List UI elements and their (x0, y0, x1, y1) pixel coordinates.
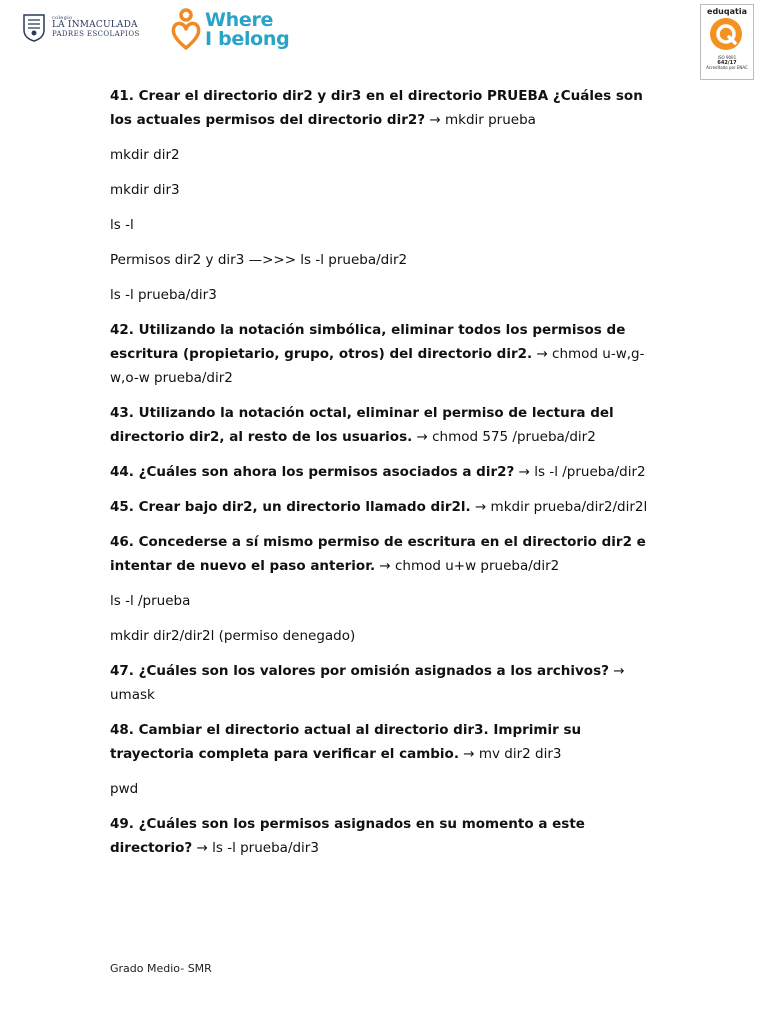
page-footer: Grado Medio- SMR (110, 962, 212, 975)
answer-text: pwd (110, 781, 139, 797)
answer-text: mkdir dir3 (110, 182, 180, 198)
school-logo (22, 12, 140, 42)
paragraph (110, 460, 658, 484)
paragraph (110, 718, 658, 766)
paragraph (110, 178, 658, 202)
paragraph (110, 589, 658, 613)
answer-text: → chmod 575 /prueba/dir2 (412, 429, 596, 445)
question-text: 48. Cambiar el directorio actual al directorio dir3. Imprimir su trayectoria completa para verificar el cambio. (110, 722, 582, 762)
answer-text: mkdir dir2/dir2l (permiso denegado) (110, 628, 356, 644)
paragraph (110, 812, 658, 860)
heart-person-icon (170, 8, 202, 52)
cert-title: eduqatia (707, 7, 747, 16)
paragraph (110, 248, 658, 272)
answer-text: → ls -l prueba/dir3 (192, 840, 319, 856)
eduqatia-certification-badge (700, 4, 754, 80)
cert-iso: ISO 9001 (717, 55, 737, 60)
question-text: 41. Crear el directorio dir2 y dir3 en el directorio PRUEBA ¿Cuáles son los actuales permisos del directorio dir2? (110, 88, 643, 128)
answer-text: → mkdir prueba (425, 112, 536, 128)
paragraph (110, 624, 658, 648)
paragraph (110, 318, 658, 390)
brand-line-2: I belong (205, 28, 290, 50)
answer-text: mkdir dir2 (110, 147, 180, 163)
paragraph (110, 495, 658, 519)
answer-text: ls -l (110, 217, 134, 233)
question-text: 47. ¿Cuáles son los valores por omisión asignados a los archivos? (110, 663, 609, 679)
paragraph (110, 777, 658, 801)
question-text: 42. Utilizando la notación simbólica, eliminar todos los permisos de escritura (propietario, grupo, otros) del directorio dir2. (110, 322, 626, 362)
answer-text: Permisos dir2 y dir3 —>>> ls -l prueba/dir2 (110, 252, 408, 268)
paragraph (110, 143, 658, 167)
cert-number: 642/17 (717, 60, 737, 67)
quality-q-icon (701, 16, 751, 52)
answer-text: → chmod u+w prueba/dir2 (375, 558, 560, 574)
question-text: 43. Utilizando la notación octal, eliminar el permiso de lectura del directorio dir2, al resto de los usuarios. (110, 405, 614, 445)
paragraph (110, 401, 658, 449)
page-header (0, 0, 768, 80)
paragraph (110, 659, 658, 707)
school-subtitle: PADRES ESCOLAPIOS (52, 29, 140, 38)
answer-text: → mv dir2 dir3 (458, 746, 562, 762)
answer-text: → umask (110, 663, 625, 703)
paragraph (110, 530, 658, 578)
paragraph (110, 213, 658, 237)
school-seal-icon (22, 12, 46, 42)
where-i-belong-logo (170, 8, 289, 52)
cert-note: Acreditado por ENAC (706, 65, 748, 71)
answer-text: ls -l /prueba (110, 593, 191, 609)
brand-line-1: Where (205, 9, 274, 32)
question-text: 45. Crear bajo dir2, un directorio llamado dir2l. (110, 499, 471, 515)
answer-text: → ls -l /prueba/dir2 (514, 464, 646, 480)
school-name: LA INMACULADA (52, 20, 138, 31)
document-body (110, 84, 658, 871)
question-text: 49. ¿Cuáles son los permisos asignados en su momento a este directorio? (110, 816, 585, 856)
answer-text: → chmod u-w,g-w,o-w prueba/dir2 (110, 346, 645, 386)
answer-text: ls -l prueba/dir3 (110, 287, 217, 303)
paragraph (110, 283, 658, 307)
answer-text: → mkdir prueba/dir2/dir2l (470, 499, 648, 515)
question-text: 46. Concederse a sí mismo permiso de escritura en el directorio dir2 e intentar de nuevo el paso anterior. (110, 534, 646, 574)
paragraph (110, 84, 658, 132)
question-text: 44. ¿Cuáles son ahora los permisos asociados a dir2? (110, 464, 515, 480)
school-label: colegio (52, 14, 73, 21)
